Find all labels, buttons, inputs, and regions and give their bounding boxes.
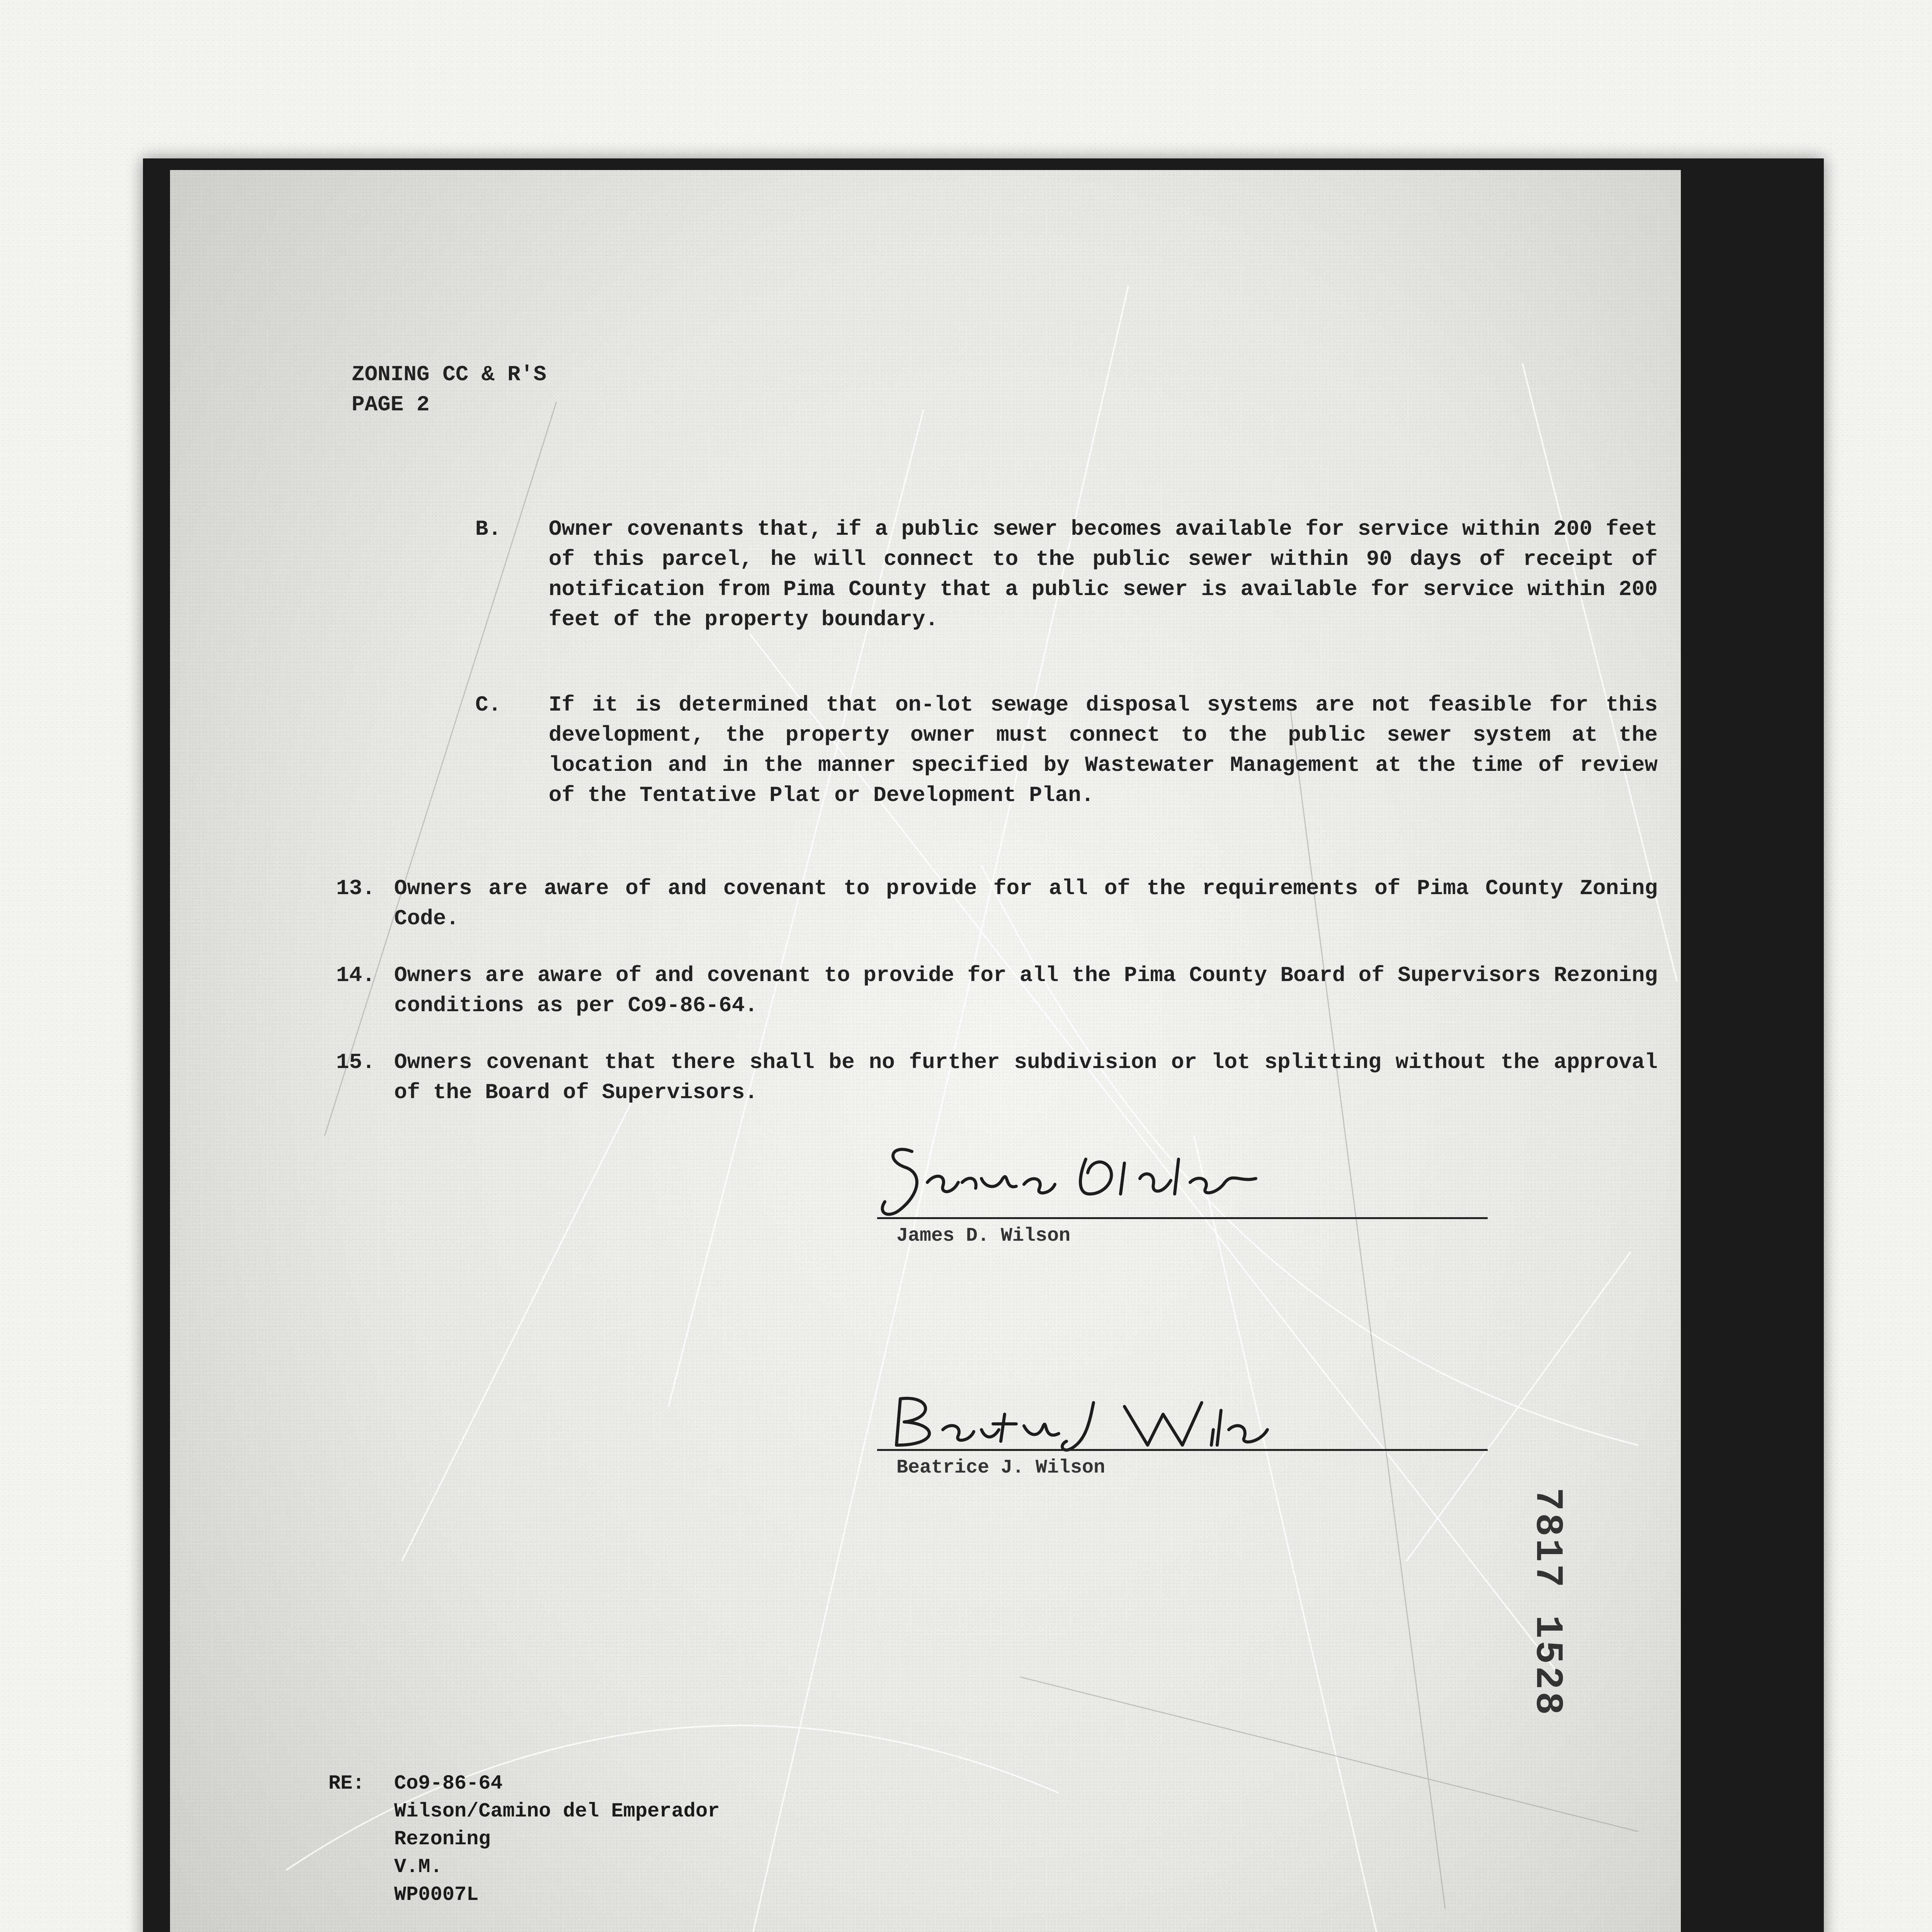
header-title: ZONING CC & R'S: [352, 362, 547, 387]
item-text: Owner covenants that, if a public sewer becomes available for service within 200 feet of this parcel, he will connect to the public sewer within 90 days of receipt of notification from Pima County that a public sewer is available for service within 200 feet of the property boundary.: [549, 517, 1658, 632]
item-marker: 15.: [336, 1050, 375, 1075]
photocopy-frame: [143, 158, 1824, 1932]
list-item: [336, 960, 1658, 1020]
item-marker: B.: [475, 517, 502, 541]
signer-printed-name: Beatrice J. Wilson: [896, 1457, 1105, 1479]
signature-james-wilson: [869, 1136, 1333, 1225]
list-item: [336, 873, 1658, 934]
list-item: [475, 514, 1658, 634]
item-text: Owners are aware of and covenant to provide for all of the requirements of Pima County Zoning Code.: [394, 876, 1658, 931]
signature-line: [877, 1217, 1488, 1219]
reference-line: Wilson/Camino del Emperador: [394, 1800, 720, 1823]
list-item: [475, 690, 1658, 810]
reference-line: WP0007L: [394, 1883, 479, 1906]
document-header: [352, 359, 546, 420]
list-item: [336, 1047, 1658, 1107]
reference-block: [328, 1770, 720, 1909]
reference-line: V.M.: [394, 1855, 442, 1878]
item-text: If it is determined that on-lot sewage disposal systems are not feasible for this development, the property owner must connect to the public sewer system at the location and in the manner specified by Wastewater Management at the time of review of the Tentative Plat or Development Plan.: [549, 692, 1658, 808]
reference-line: Rezoning: [394, 1828, 491, 1850]
item-marker: 14.: [336, 963, 375, 988]
signature-line: [877, 1449, 1488, 1451]
signature-beatrice-wilson: [877, 1387, 1302, 1464]
recording-stamp: 7817 1528: [1525, 1488, 1569, 1718]
item-marker: C.: [475, 692, 502, 717]
document-page: [170, 170, 1681, 1932]
reference-label: RE:: [328, 1772, 365, 1795]
item-marker: 13.: [336, 876, 375, 901]
reference-line: Co9-86-64: [394, 1772, 503, 1795]
item-text: Owners covenant that there shall be no further subdivision or lot splitting without the approval of the Board of Supervisors.: [394, 1050, 1658, 1105]
item-text: Owners are aware of and covenant to provide for all the Pima County Board of Supervisors Rezoning conditions as per Co9-86-64.: [394, 963, 1658, 1018]
header-page-number: PAGE 2: [352, 392, 430, 417]
signer-printed-name: James D. Wilson: [896, 1225, 1071, 1247]
